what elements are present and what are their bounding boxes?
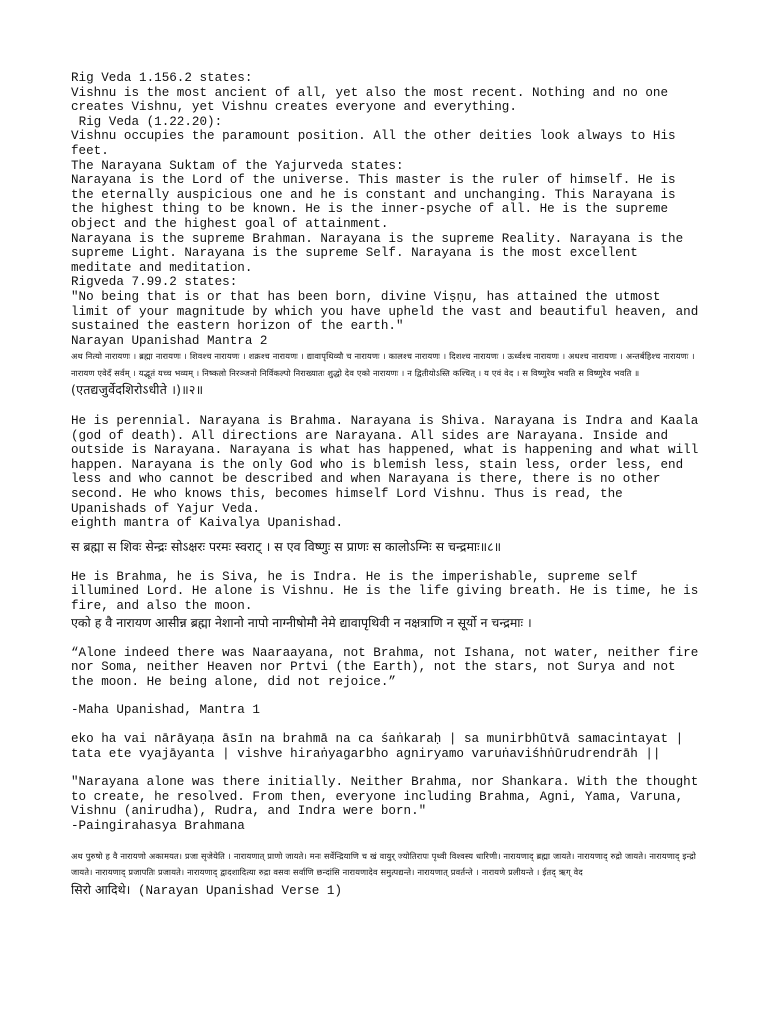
narayan-verse-1-citation bbox=[71, 881, 711, 899]
kaivalya-heading: eighth mantra of Kaivalya Upanishad. bbox=[71, 516, 344, 531]
spacer bbox=[71, 556, 711, 570]
narayana-suktam-heading: The Narayana Suktam of the Yajurveda states: bbox=[71, 158, 404, 173]
rigveda-7992-heading: Rigveda 7.99.2 states: bbox=[71, 275, 238, 290]
maha-upanishad-translation: “Alone indeed there was Naaraayana, not Brahma, not Ishana, not water, neither fire nor Soma, neither Heaven nor Prtvi (the Earth), not the stars, not Surya and not the moon. He being alone, did not rejoice.” bbox=[71, 645, 699, 689]
spacer bbox=[71, 632, 711, 646]
narayan-verse-1-text: अथ पुरुषो ह वै नारायणो अकामयत। प्रजा सृजेयेति । नारायणात् प्राणो जायते। मनः सर्वेन्द्रियाणि च खं वायुर् ज्योतिरापः पृथ्वी विश्वस्य धारिणी। नारायणाद् ब्रह्मा जायते। नारायणाद् रुद्रो जायते। नारायणाद् इन्द्रो जायते। नारायणाद् प्रजापतिः प्रजायते। नारायणाद् द्वादशादित्या रुद्रा वसवः सर्वाणि छन्दांसि नारायणादेव समुत्पद्यन्ते। नारायणात् प्रवर्तन्ते । नारायणे प्रलीयन्ते । ईतद् ऋग् वेद bbox=[71, 850, 697, 878]
spacer bbox=[71, 718, 711, 732]
rig-veda-1220-text: Vishnu occupies the paramount position. All the other deities look always to His feet. bbox=[71, 129, 676, 158]
maha-upanishad-sanskrit: एको ह वै नारायण आसीन्न ब्रह्मा नेशानो नापो नाग्नीषोमौ नेमे द्यावापृथिवी न नक्षत्राणि न सूर्यो न चन्द्रमाः । bbox=[71, 614, 532, 630]
kaivalya-translation: He is Brahma, he is Siva, he is Indra. He is the imperishable, supreme self illumined Lord. He alone is Vishnu. He is the life giving breath. He is time, he is fire, and also the moon. bbox=[71, 569, 699, 613]
mantra-2-sanskrit-ending: (एतद्यजुर्वेदशिरोऽधीते ।)॥२॥ bbox=[71, 382, 204, 398]
narayana-suktam-paragraph-2: Narayana is the supreme Brahman. Narayana is the supreme Reality. Narayana is the supreme Light. Narayana is the supreme Self. Narayana is the most excellent meditate and meditation. bbox=[71, 231, 684, 275]
spacer bbox=[71, 689, 711, 703]
rig-veda-1220-heading: Rig Veda (1.22.20): bbox=[71, 114, 223, 129]
mantra-2-translation: He is perennial. Narayana is Brahma. Narayana is Shiva. Narayana is Indra and Kaala (god of death). All directions are Narayana. All sides are Narayana. Inside and outside is Narayana. Narayana is what has happened, what is happening and what will happen. Narayana is the only God who is blemish less, stain less, order less, end less and who cannot be described and when Narayana is there, there is no other second. He who knows this, becomes himself Lord Vishnu. Thus is read, the Upanishads of Yajur Veda. bbox=[71, 414, 699, 516]
maha-upanishad-source: -Maha Upanishad, Mantra 1 bbox=[71, 703, 260, 718]
spacer bbox=[71, 400, 711, 414]
mantra-2-sanskrit-text: अथ नित्यो नारायणः । ब्रह्मा नारायणः । शिवश्च नारायणः । शक्रश्च नारायणः । द्यावापृथिव्यौ च नारायणः । कालश्च नारायणः । दिशश्च नारायणः । ऊर्ध्वश्च नारायणः । अधश्च नारायणः । अन्तर्बहिश्च नारायणः । नारायण एवेदँ सर्वम् । यद्भूतं यच्च भव्यम् । निष्कलो निरञ्जनो निर्विकल्पो निराख्यातः शुद्धो देव एको नारायणः । न द्वितीयोऽस्ति कश्चित् । य एवं वेद । स विष्णुरेव भवति स विष्णुरेव भवति ॥ bbox=[71, 351, 695, 378]
narayan-verse-1-tail: सिरो आदिथे। bbox=[71, 881, 131, 897]
paingi-translation: "Narayana alone was there initially. Neither Brahma, nor Shankara. With the thought to create, he resolved. From then, everyone including Brahma, Agni, Yama, Varuna, Vishnu (anirudha), Rudra, and Indra were born." bbox=[71, 775, 699, 819]
rig-veda-1156-text: Vishnu is the most ancient of all, yet also the most recent. Nothing and no one creates Vishnu, yet Vishnu creates everyone and everything. bbox=[71, 85, 669, 115]
document-body bbox=[71, 71, 711, 899]
spacer bbox=[71, 761, 711, 775]
rigveda-7992-quote: "No being that is or that has been born, divine Viṣṇu, has attained the utmost limit of your magnitude by which you have upheld the vast and beautiful heaven, and sustained the eastern horizon of the earth." bbox=[71, 289, 699, 334]
spacer bbox=[71, 834, 711, 848]
rig-veda-1156-heading: Rig Veda 1.156.2 states: bbox=[71, 71, 253, 85]
narayana-suktam-paragraph-1: Narayana is the Lord of the universe. This master is the ruler of himself. He is the eternally auspicious one and he is constant and unchanging. This Narayana is the highest thing to be known. He is the inner-psyche of all. He is the supreme object and the highest goal of attainment. bbox=[71, 173, 676, 231]
paingi-transliteration: eko ha vai nārāyaṇa āsīn na brahmā na ca śaṅkaraḥ | sa munirbhūtvā samacintayat | tata ete vyajāyanta | vishve hiraṅyagarbho agniryamo varuṅaviśhṅūrudrendrāh || bbox=[71, 731, 684, 761]
paingi-source: -Paingirahasya Brahmana bbox=[71, 818, 245, 833]
narayan-verse-1-sanskrit bbox=[71, 848, 711, 881]
mantra-2-sanskrit bbox=[71, 348, 711, 400]
spacer bbox=[71, 531, 711, 538]
mantra-2-heading: Narayan Upanishad Mantra 2 bbox=[71, 333, 268, 348]
kaivalya-sanskrit: स ब्रह्मा स शिवः सेन्द्रः सोऽक्षरः परमः स्वराट् । स एव विष्णुः स प्राणः स कालोऽग्निः स चन्द्रमाः॥८॥ bbox=[71, 538, 502, 554]
narayan-verse-1-source: (Narayan Upanishad Verse 1) bbox=[130, 883, 343, 898]
